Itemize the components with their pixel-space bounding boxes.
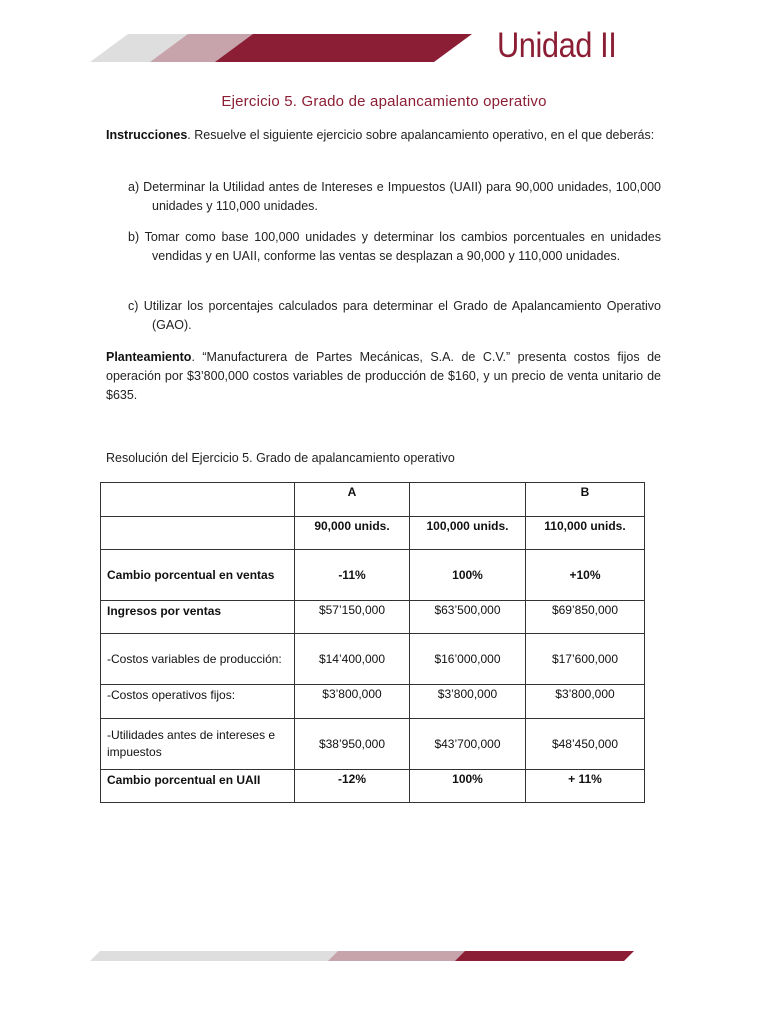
row-label: -Utilidades antes de intereses e impuestos bbox=[101, 719, 295, 770]
results-table bbox=[100, 482, 645, 803]
table-cell: $69’850,000 bbox=[526, 601, 645, 634]
instruction-item-b: b) Tomar como base 100,000 unidades y determinar los cambios porcentuales en unidades vendidas y en UAII, conforme las ventas se desplazan a 90,000 y 110,000 unidades. bbox=[128, 230, 661, 263]
table-cell: $63’500,000 bbox=[410, 601, 526, 634]
planteamiento-text: . “Manufacturera de Partes Mecánicas, S.A. de C.V.” presenta costos fijos de operación por $3’800,000 costos variables de producción de $160, y un precio de venta unitario de $635. bbox=[106, 350, 661, 402]
row-label: Cambio porcentual en ventas bbox=[101, 550, 295, 601]
table-cell: $3’800,000 bbox=[526, 685, 645, 719]
row-label: Cambio porcentual en UAII bbox=[101, 770, 295, 803]
table-cell: $38’950,000 bbox=[295, 719, 410, 770]
table-header-cell: 100,000 unids. bbox=[410, 517, 526, 550]
table-cell: $17’600,000 bbox=[526, 634, 645, 685]
table-row bbox=[101, 550, 645, 601]
row-label: -Costos variables de producción: bbox=[101, 634, 295, 685]
table-cell: 100% bbox=[410, 770, 526, 803]
table-row bbox=[101, 770, 645, 803]
footer-banner bbox=[0, 945, 768, 969]
table-cell: $16’000,000 bbox=[410, 634, 526, 685]
exercise-title: Ejercicio 5. Grado de apalancamiento operativo bbox=[221, 93, 547, 110]
planteamiento-paragraph bbox=[106, 348, 661, 405]
table-row bbox=[101, 719, 645, 770]
table-cell bbox=[101, 483, 295, 517]
instruction-item-a: a) Determinar la Utilidad antes de Intereses e Impuestos (UAII) para 90,000 unidades, 100,000 unidades y 110,000 unidades. bbox=[128, 180, 661, 213]
instruction-item-c: c) Utilizar los porcentajes calculados para determinar el Grado de Apalancamiento Operativo (GAO). bbox=[128, 299, 661, 332]
table-row bbox=[101, 601, 645, 634]
table-cell: + 11% bbox=[526, 770, 645, 803]
table-cell: +10% bbox=[526, 550, 645, 601]
table-caption: Resolución del Ejercicio 5. Grado de apalancamiento operativo bbox=[106, 451, 455, 465]
table-row bbox=[101, 685, 645, 719]
table-header-cell: 110,000 unids. bbox=[526, 517, 645, 550]
table-cell: $3’800,000 bbox=[410, 685, 526, 719]
planteamiento-label: Planteamiento bbox=[106, 350, 192, 364]
instructions-paragraph bbox=[106, 126, 661, 145]
table-header-row bbox=[101, 483, 645, 517]
table-header-cell: B bbox=[526, 483, 645, 517]
unit-title: Unidad II bbox=[497, 26, 617, 65]
table-header-cell: A bbox=[295, 483, 410, 517]
table-cell bbox=[101, 517, 295, 550]
table-header-row bbox=[101, 517, 645, 550]
table-cell: $14’400,000 bbox=[295, 634, 410, 685]
instructions-label: Instrucciones bbox=[106, 128, 188, 142]
table-cell: -12% bbox=[295, 770, 410, 803]
header-banner bbox=[0, 0, 768, 80]
table-row bbox=[101, 634, 645, 685]
table-header-cell: 90,000 unids. bbox=[295, 517, 410, 550]
table-cell: -11% bbox=[295, 550, 410, 601]
row-label: -Costos operativos fijos: bbox=[101, 685, 295, 719]
table-cell: $43’700,000 bbox=[410, 719, 526, 770]
table-cell: $57’150,000 bbox=[295, 601, 410, 634]
table-cell: $48’450,000 bbox=[526, 719, 645, 770]
instructions-text: . Resuelve el siguiente ejercicio sobre apalancamiento operativo, en el que deberás: bbox=[187, 128, 655, 142]
row-label: Ingresos por ventas bbox=[101, 601, 295, 634]
table-header-cell bbox=[410, 483, 526, 517]
table-cell: $3’800,000 bbox=[295, 685, 410, 719]
table-cell: 100% bbox=[410, 550, 526, 601]
